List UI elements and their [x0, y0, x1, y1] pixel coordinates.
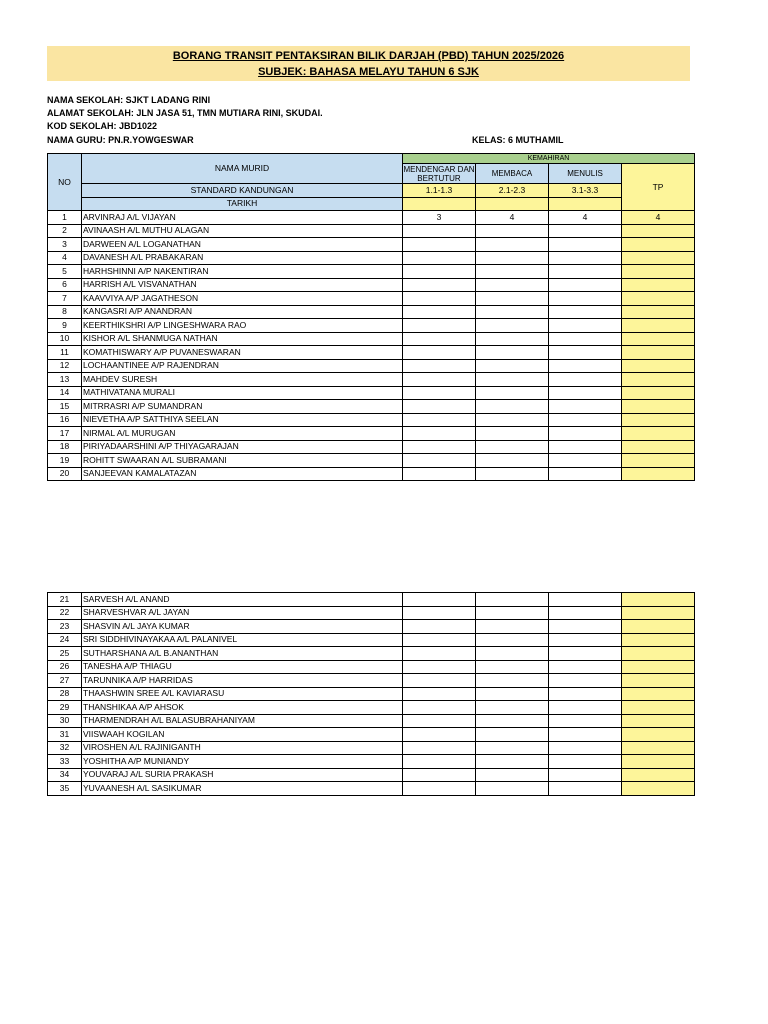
student-no: 33: [48, 755, 82, 769]
score-membaca[interactable]: [476, 359, 549, 373]
skill-header-mendengar: MENDENGAR DAN BERTUTUR: [403, 164, 475, 183]
score-tp[interactable]: [622, 346, 695, 360]
score-mendengar[interactable]: [403, 714, 476, 728]
student-name: YOUVARAJ A/L SURIA PRAKASH: [82, 768, 403, 782]
no-header: NO: [48, 154, 82, 211]
student-no: 5: [48, 265, 82, 279]
student-name: KANGASRI A/P ANANDRAN: [82, 305, 403, 319]
score-tp[interactable]: [622, 660, 695, 674]
student-no: 2: [48, 224, 82, 238]
student-no: 29: [48, 701, 82, 715]
student-name: THAASHWIN SREE A/L KAVIARASU: [82, 687, 403, 701]
student-name: KEERTHIKSHRI A/P LINGESHWARA RAO: [82, 319, 403, 333]
score-membaca[interactable]: [476, 440, 549, 454]
score-membaca[interactable]: [476, 620, 549, 634]
student-no: 13: [48, 373, 82, 387]
score-tp[interactable]: [622, 359, 695, 373]
score-membaca[interactable]: [476, 346, 549, 360]
student-row: [48, 332, 695, 346]
student-row: [48, 647, 695, 661]
score-tp[interactable]: [622, 647, 695, 661]
score-tp[interactable]: 4: [622, 211, 695, 225]
score-mendengar[interactable]: [403, 427, 476, 441]
student-name: PIRIYADAARSHINI A/P THIYAGARAJAN: [82, 440, 403, 454]
score-tp[interactable]: [622, 782, 695, 796]
score-membaca[interactable]: [476, 687, 549, 701]
score-tp[interactable]: [622, 292, 695, 306]
score-menulis[interactable]: [549, 278, 622, 292]
score-tp[interactable]: [622, 427, 695, 441]
score-menulis[interactable]: [549, 633, 622, 647]
score-menulis[interactable]: [549, 251, 622, 265]
score-mendengar[interactable]: [403, 292, 476, 306]
student-row: [48, 714, 695, 728]
score-mendengar[interactable]: [403, 400, 476, 414]
student-name: KISHOR A/L SHANMUGA NATHAN: [82, 332, 403, 346]
score-menulis[interactable]: [549, 454, 622, 468]
score-menulis[interactable]: [549, 359, 622, 373]
student-row: [48, 224, 695, 238]
standard-1: 1.1-1.3: [403, 184, 476, 198]
score-menulis[interactable]: [549, 400, 622, 414]
score-tp[interactable]: [622, 278, 695, 292]
score-tp[interactable]: [622, 728, 695, 742]
student-row: [48, 606, 695, 620]
score-menulis[interactable]: [549, 305, 622, 319]
score-tp[interactable]: [622, 620, 695, 634]
student-name: YOSHITHA A/P MUNIANDY: [82, 755, 403, 769]
student-name: LOCHAANTINEE A/P RAJENDRAN: [82, 359, 403, 373]
score-menulis[interactable]: [549, 768, 622, 782]
student-no: 31: [48, 728, 82, 742]
score-mendengar[interactable]: 3: [403, 211, 476, 225]
score-menulis[interactable]: [549, 413, 622, 427]
student-name: THARMENDRAH A/L BALASUBRAHANIYAM: [82, 714, 403, 728]
student-no: 14: [48, 386, 82, 400]
score-membaca[interactable]: [476, 660, 549, 674]
score-membaca[interactable]: [476, 741, 549, 755]
score-membaca[interactable]: [476, 251, 549, 265]
student-row: [48, 278, 695, 292]
tarikh-header: TARIKH: [82, 197, 403, 211]
score-mendengar[interactable]: [403, 728, 476, 742]
score-mendengar[interactable]: [403, 741, 476, 755]
score-mendengar[interactable]: [403, 768, 476, 782]
score-tp[interactable]: [622, 373, 695, 387]
score-membaca[interactable]: [476, 467, 549, 481]
score-membaca[interactable]: [476, 647, 549, 661]
form-subtitle: SUBJEK: BAHASA MELAYU TAHUN 6 SJK: [258, 66, 479, 78]
student-name: NIRMAL A/L MURUGAN: [82, 427, 403, 441]
student-row: [48, 633, 695, 647]
student-row: [48, 251, 695, 265]
score-mendengar[interactable]: [403, 755, 476, 769]
score-menulis[interactable]: [549, 332, 622, 346]
student-no: 17: [48, 427, 82, 441]
score-menulis[interactable]: [549, 647, 622, 661]
student-no: 18: [48, 440, 82, 454]
student-name: KAAVVIYA A/P JAGATHESON: [82, 292, 403, 306]
score-menulis[interactable]: [549, 593, 622, 607]
score-tp[interactable]: [622, 332, 695, 346]
tarikh-cell-2[interactable]: [476, 197, 549, 211]
score-tp[interactable]: [622, 701, 695, 715]
score-menulis[interactable]: [549, 660, 622, 674]
score-mendengar[interactable]: [403, 278, 476, 292]
student-row: [48, 238, 695, 252]
student-name: DARWEEN A/L LOGANATHAN: [82, 238, 403, 252]
student-no: 27: [48, 674, 82, 688]
score-menulis[interactable]: [549, 238, 622, 252]
student-row: [48, 768, 695, 782]
score-menulis[interactable]: [549, 292, 622, 306]
student-name: HARHSHINNI A/P NAKENTIRAN: [82, 265, 403, 279]
student-no: 30: [48, 714, 82, 728]
student-name: MITRRASRI A/P SUMANDRAN: [82, 400, 403, 414]
score-membaca[interactable]: [476, 332, 549, 346]
student-name: AVINAASH A/L MUTHU ALAGAN: [82, 224, 403, 238]
score-tp[interactable]: [622, 238, 695, 252]
score-membaca[interactable]: [476, 593, 549, 607]
student-no: 25: [48, 647, 82, 661]
student-name: NIEVETHA A/P SATTHIYA SEELAN: [82, 413, 403, 427]
score-membaca[interactable]: [476, 728, 549, 742]
tarikh-cell-3[interactable]: [549, 197, 622, 211]
student-no: 4: [48, 251, 82, 265]
score-membaca[interactable]: [476, 674, 549, 688]
score-mendengar[interactable]: [403, 620, 476, 634]
student-no: 3: [48, 238, 82, 252]
score-mendengar[interactable]: [403, 440, 476, 454]
score-membaca[interactable]: [476, 454, 549, 468]
student-no: 12: [48, 359, 82, 373]
student-no: 32: [48, 741, 82, 755]
assessment-table-page1: [47, 153, 695, 481]
score-tp[interactable]: [622, 251, 695, 265]
student-row: [48, 454, 695, 468]
student-name: DAVANESH A/L PRABAKARAN: [82, 251, 403, 265]
score-membaca[interactable]: [476, 292, 549, 306]
score-membaca[interactable]: [476, 782, 549, 796]
score-tp[interactable]: [622, 606, 695, 620]
score-tp[interactable]: [622, 224, 695, 238]
student-name: ARVINRAJ A/L VIJAYAN: [82, 211, 403, 225]
student-no: 9: [48, 319, 82, 333]
score-membaca[interactable]: [476, 714, 549, 728]
score-tp[interactable]: [622, 741, 695, 755]
tarikh-cell-1[interactable]: [403, 197, 476, 211]
student-row: [48, 440, 695, 454]
score-membaca[interactable]: [476, 633, 549, 647]
student-no: 28: [48, 687, 82, 701]
score-membaca[interactable]: [476, 305, 549, 319]
student-no: 21: [48, 593, 82, 607]
score-membaca[interactable]: [476, 319, 549, 333]
student-row: [48, 373, 695, 387]
score-mendengar[interactable]: [403, 660, 476, 674]
student-no: 6: [48, 278, 82, 292]
tp-header: TP: [622, 164, 695, 211]
standard-kandungan-header: STANDARD KANDUNGAN: [82, 184, 403, 198]
student-row: [48, 427, 695, 441]
score-mendengar[interactable]: [403, 606, 476, 620]
student-row: [48, 674, 695, 688]
score-mendengar[interactable]: [403, 647, 476, 661]
standard-3: 3.1-3.3: [549, 184, 622, 198]
student-no: 20: [48, 467, 82, 481]
score-mendengar[interactable]: [403, 386, 476, 400]
score-mendengar[interactable]: [403, 251, 476, 265]
standard-2: 2.1-2.3: [476, 184, 549, 198]
student-no: 19: [48, 454, 82, 468]
score-menulis[interactable]: [549, 782, 622, 796]
score-menulis[interactable]: [549, 755, 622, 769]
student-name: VIISWAAH KOGILAN: [82, 728, 403, 742]
student-row: [48, 741, 695, 755]
student-no: 1: [48, 211, 82, 225]
student-row: [48, 211, 695, 225]
student-name: SARVESH A/L ANAND: [82, 593, 403, 607]
nama-murid-header: NAMA MURID: [82, 154, 403, 184]
student-row: [48, 687, 695, 701]
score-menulis[interactable]: [549, 741, 622, 755]
student-row: [48, 593, 695, 607]
score-mendengar[interactable]: [403, 319, 476, 333]
student-row: [48, 755, 695, 769]
score-tp[interactable]: [622, 305, 695, 319]
score-menulis[interactable]: [549, 265, 622, 279]
score-mendengar[interactable]: [403, 633, 476, 647]
student-no: 8: [48, 305, 82, 319]
student-row: [48, 292, 695, 306]
student-name: YUVAANESH A/L SASIKUMAR: [82, 782, 403, 796]
student-name: SUTHARSHANA A/L B.ANANTHAN: [82, 647, 403, 661]
skill-header-membaca: MEMBACA: [476, 164, 549, 184]
form-title: BORANG TRANSIT PENTAKSIRAN BILIK DARJAH (PBD) TAHUN 2025/2026: [172, 50, 565, 62]
score-membaca[interactable]: [476, 238, 549, 252]
score-mendengar[interactable]: [403, 467, 476, 481]
score-tp[interactable]: [622, 400, 695, 414]
score-tp[interactable]: [622, 454, 695, 468]
skill-header-menulis: MENULIS: [549, 164, 622, 184]
score-tp[interactable]: [622, 687, 695, 701]
student-row: [48, 782, 695, 796]
score-tp[interactable]: [622, 413, 695, 427]
student-no: 10: [48, 332, 82, 346]
score-tp[interactable]: [622, 714, 695, 728]
score-tp[interactable]: [622, 467, 695, 481]
score-menulis[interactable]: [549, 373, 622, 387]
student-no: 24: [48, 633, 82, 647]
score-tp[interactable]: [622, 319, 695, 333]
student-row: [48, 413, 695, 427]
score-tp[interactable]: [622, 265, 695, 279]
student-row: [48, 620, 695, 634]
score-tp[interactable]: [622, 440, 695, 454]
student-name: HARRISH A/L VISVANATHAN: [82, 278, 403, 292]
student-no: 34: [48, 768, 82, 782]
score-mendengar[interactable]: [403, 373, 476, 387]
score-mendengar[interactable]: [403, 674, 476, 688]
score-tp[interactable]: [622, 386, 695, 400]
score-membaca[interactable]: [476, 278, 549, 292]
assessment-table-page2: [47, 592, 695, 796]
student-no: 11: [48, 346, 82, 360]
student-name: SANJEEVAN KAMALATAZAN: [82, 467, 403, 481]
score-menulis[interactable]: [549, 440, 622, 454]
school-code: KOD SEKOLAH: JBD1022: [47, 121, 158, 131]
score-tp[interactable]: [622, 674, 695, 688]
score-mendengar[interactable]: [403, 413, 476, 427]
score-menulis[interactable]: [549, 728, 622, 742]
score-menulis[interactable]: [549, 467, 622, 481]
student-row: [48, 359, 695, 373]
student-name: ROHITT SWAARAN A/L SUBRAMANI: [82, 454, 403, 468]
student-name: TANESHA A/P THIAGU: [82, 660, 403, 674]
score-membaca[interactable]: [476, 606, 549, 620]
score-membaca[interactable]: [476, 427, 549, 441]
student-name: SHASVIN A/L JAYA KUMAR: [82, 620, 403, 634]
score-membaca[interactable]: 4: [476, 211, 549, 225]
teacher-name: NAMA GURU: PN.R.YOWGESWAR: [47, 135, 194, 145]
score-tp[interactable]: [622, 633, 695, 647]
score-tp[interactable]: [622, 755, 695, 769]
score-menulis[interactable]: [549, 714, 622, 728]
score-menulis[interactable]: [549, 319, 622, 333]
score-mendengar[interactable]: [403, 224, 476, 238]
student-name: KOMATHISWARY A/P PUVANESWARAN: [82, 346, 403, 360]
student-row: [48, 386, 695, 400]
score-membaca[interactable]: [476, 701, 549, 715]
student-name: VIROSHEN A/L RAJINIGANTH: [82, 741, 403, 755]
student-no: 15: [48, 400, 82, 414]
student-row: [48, 305, 695, 319]
score-menulis[interactable]: 4: [549, 211, 622, 225]
score-mendengar[interactable]: [403, 305, 476, 319]
score-mendengar[interactable]: [403, 782, 476, 796]
score-membaca[interactable]: [476, 224, 549, 238]
kemahiran-header: KEMAHIRAN: [403, 154, 695, 164]
student-name: THANSHIKAA A/P AHSOK: [82, 701, 403, 715]
school-address: ALAMAT SEKOLAH: JLN JASA 51, TMN MUTIARA RINI, SKUDAI.: [47, 108, 323, 118]
student-name: MAHDEV SURESH: [82, 373, 403, 387]
student-row: [48, 265, 695, 279]
student-name: MATHIVATANA MURALI: [82, 386, 403, 400]
score-mendengar[interactable]: [403, 265, 476, 279]
score-membaca[interactable]: [476, 386, 549, 400]
student-row: [48, 400, 695, 414]
score-mendengar[interactable]: [403, 238, 476, 252]
score-menulis[interactable]: [549, 701, 622, 715]
student-no: 23: [48, 620, 82, 634]
school-name: NAMA SEKOLAH: SJKT LADANG RINI: [47, 95, 211, 105]
score-menulis[interactable]: [549, 427, 622, 441]
score-mendengar[interactable]: [403, 346, 476, 360]
score-mendengar[interactable]: [403, 687, 476, 701]
score-mendengar[interactable]: [403, 593, 476, 607]
score-menulis[interactable]: [549, 674, 622, 688]
score-membaca[interactable]: [476, 373, 549, 387]
score-mendengar[interactable]: [403, 701, 476, 715]
student-name: SRI SIDDHIVINAYAKAA A/L PALANIVEL: [82, 633, 403, 647]
student-row: [48, 728, 695, 742]
score-menulis[interactable]: [549, 620, 622, 634]
student-no: 35: [48, 782, 82, 796]
class-name: KELAS: 6 MUTHAMIL: [472, 135, 564, 145]
student-row: [48, 346, 695, 360]
score-membaca[interactable]: [476, 768, 549, 782]
score-menulis[interactable]: [549, 386, 622, 400]
student-row: [48, 660, 695, 674]
student-name: SHARVESHVAR A/L JAYAN: [82, 606, 403, 620]
student-no: 26: [48, 660, 82, 674]
score-mendengar[interactable]: [403, 359, 476, 373]
score-menulis[interactable]: [549, 606, 622, 620]
student-no: 16: [48, 413, 82, 427]
score-tp[interactable]: [622, 593, 695, 607]
score-menulis[interactable]: [549, 346, 622, 360]
student-name: TARUNNIKA A/P HARRIDAS: [82, 674, 403, 688]
score-menulis[interactable]: [549, 224, 622, 238]
score-membaca[interactable]: [476, 265, 549, 279]
form-title-banner: [47, 46, 690, 81]
score-tp[interactable]: [622, 768, 695, 782]
score-menulis[interactable]: [549, 687, 622, 701]
score-mendengar[interactable]: [403, 454, 476, 468]
student-row: [48, 467, 695, 481]
score-membaca[interactable]: [476, 400, 549, 414]
student-row: [48, 701, 695, 715]
student-no: 7: [48, 292, 82, 306]
score-membaca[interactable]: [476, 413, 549, 427]
student-row: [48, 319, 695, 333]
score-mendengar[interactable]: [403, 332, 476, 346]
student-no: 22: [48, 606, 82, 620]
score-membaca[interactable]: [476, 755, 549, 769]
